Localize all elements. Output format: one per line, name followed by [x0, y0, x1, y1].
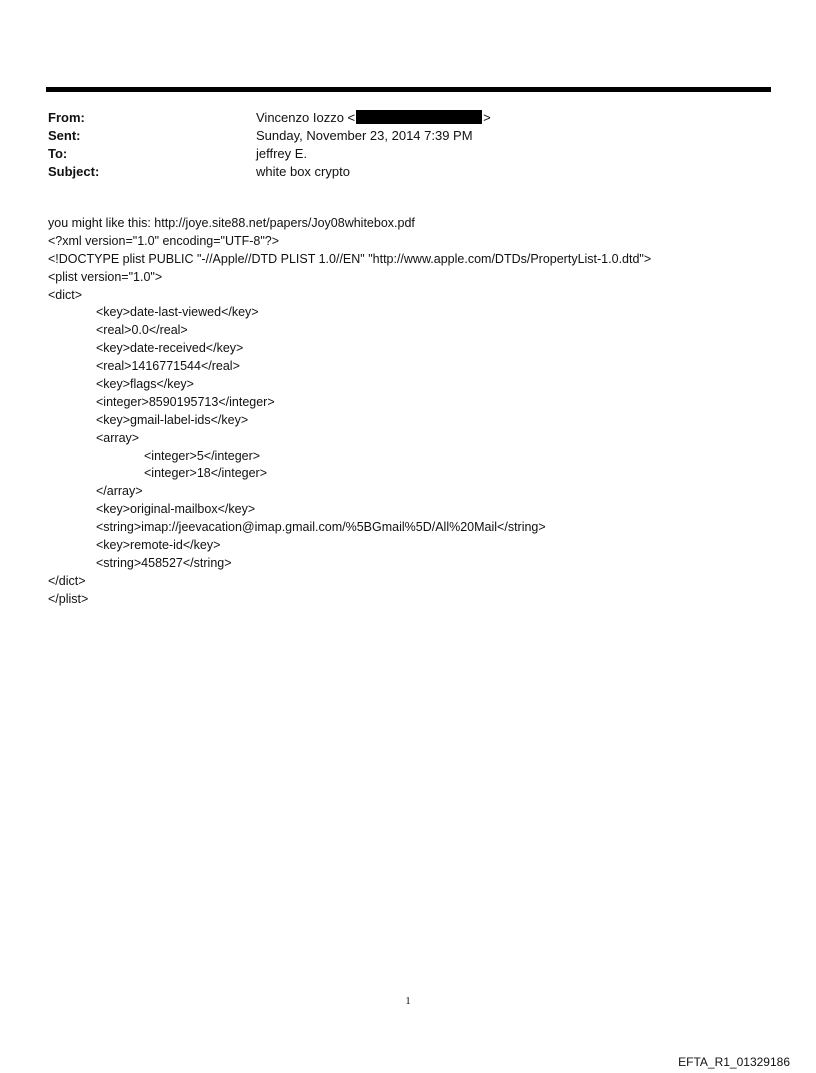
to-row — [48, 145, 748, 163]
body-line: <integer>8590195713</integer> — [96, 394, 275, 409]
body-line: <key>date-last-viewed</key> — [96, 305, 259, 320]
sent-row — [48, 127, 748, 145]
body-line: <!DOCTYPE plist PUBLIC "-//Apple//DTD PLIST 1.0//EN" "http://www.apple.com/DTDs/PropertyList-1.0.dtd"> — [48, 251, 652, 266]
body-line: <string>458527</string> — [96, 555, 232, 570]
body-line: <key>flags</key> — [96, 377, 194, 392]
subject-row — [48, 163, 748, 181]
body-line: <key>date-received</key> — [96, 341, 244, 356]
subject-label: Subject: — [48, 164, 100, 179]
from-label: From: — [48, 110, 85, 125]
page-number: 1 — [405, 995, 411, 1007]
subject-value: white box crypto — [256, 164, 350, 179]
to-value: jeffrey E. — [256, 146, 308, 161]
body-line: <real>0.0</real> — [96, 323, 188, 338]
body-line: </dict> — [48, 573, 86, 588]
from-value — [256, 109, 491, 127]
sent-label: Sent: — [48, 128, 81, 143]
from-row — [48, 109, 748, 127]
body-line: <key>gmail-label-ids</key> — [96, 412, 249, 427]
body-line: <?xml version="1.0" encoding="UTF-8"?> — [48, 233, 280, 248]
body-line: <integer>5</integer> — [144, 448, 261, 463]
body-line: <key>original-mailbox</key> — [96, 502, 256, 517]
body-line: you might like this: http://joye.site88.net/papers/Joy08whitebox.pdf — [48, 216, 415, 230]
redaction-block — [356, 110, 482, 124]
sent-value: Sunday, November 23, 2014 7:39 PM — [256, 128, 473, 143]
body-line: <string>imap://jeevacation@imap.gmail.com/%5BGmail%5D/All%20Mail</string> — [96, 520, 546, 535]
body-line: <plist version="1.0"> — [48, 269, 163, 284]
email-header — [48, 109, 748, 181]
from-suffix: > — [483, 110, 491, 125]
body-line: </array> — [96, 484, 143, 499]
body-line: <integer>18</integer> — [144, 466, 268, 481]
from-name: Vincenzo Iozzo < — [256, 110, 356, 125]
body-line: <key>remote-id</key> — [96, 538, 221, 553]
body-line: <array> — [96, 430, 140, 445]
document-id: EFTA_R1_01329186 — [678, 1055, 790, 1069]
body-line: </plist> — [48, 591, 89, 606]
body-line: <real>1416771544</real> — [96, 359, 240, 374]
header-divider — [46, 87, 771, 92]
body-line: <dict> — [48, 287, 83, 302]
to-label: To: — [48, 146, 68, 161]
email-body — [48, 215, 788, 609]
